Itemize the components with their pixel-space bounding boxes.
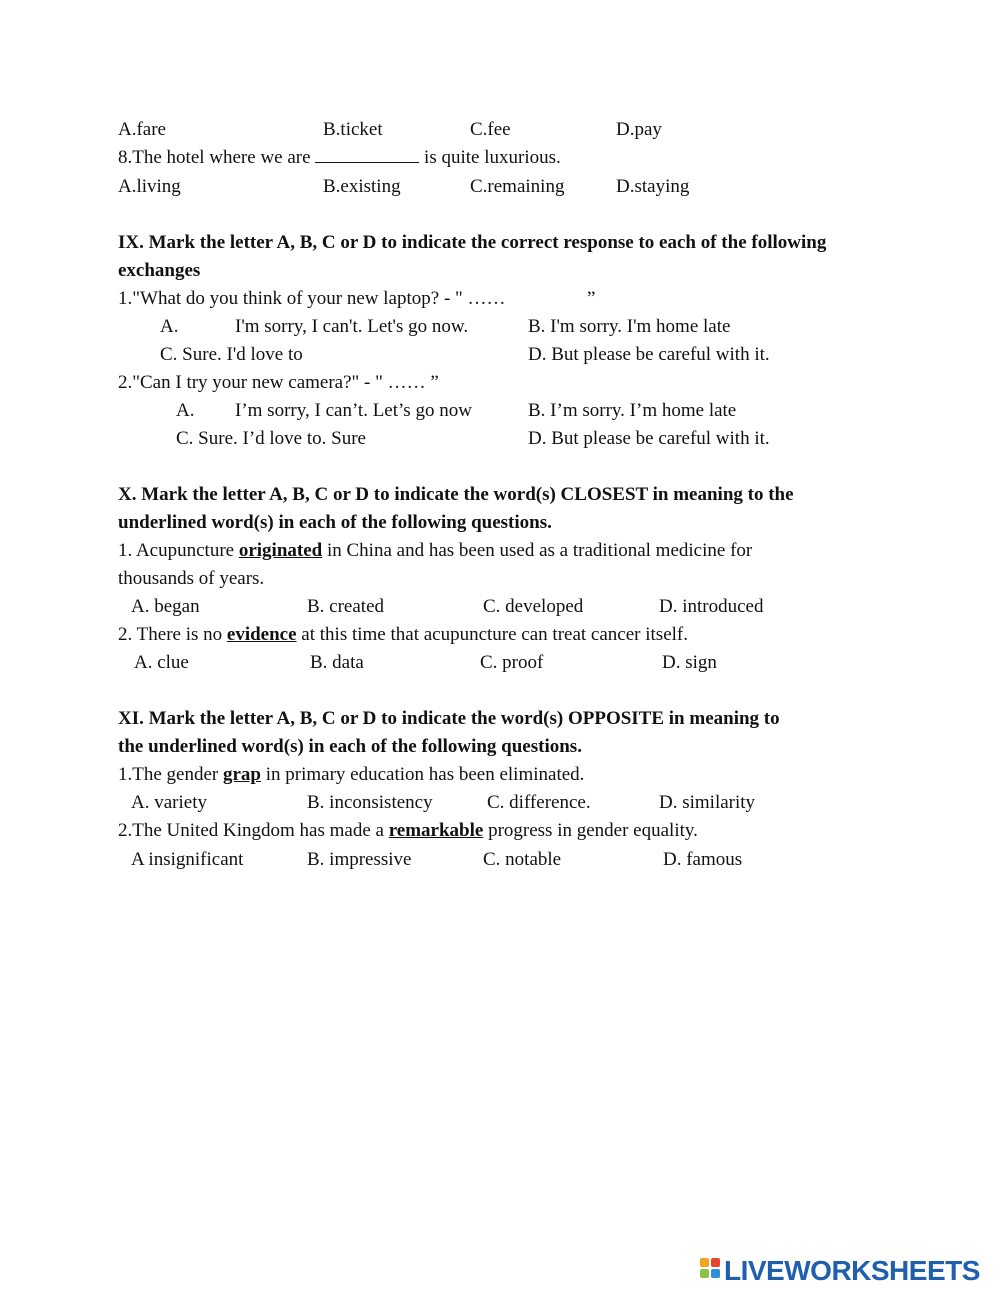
s11-q2-option-b: B. impressive bbox=[307, 849, 412, 870]
s9-q1-prompt: 1."What do you think of your new laptop? - " …… bbox=[118, 288, 506, 309]
s11-q1-post: in primary education has been eliminated. bbox=[265, 764, 585, 785]
s11-q1-option-a: A. variety bbox=[131, 792, 207, 813]
s11-q2-underlined-word: remarkable bbox=[388, 820, 484, 841]
s10-q2-pre: 2. There is no bbox=[118, 624, 223, 645]
q8-prefix: 8.The hotel where we are bbox=[118, 147, 311, 168]
s11-q2-pre: 2.The United Kingdom has made a bbox=[118, 820, 384, 841]
s9-q2-option-a-letter: A. bbox=[176, 400, 195, 421]
s10-q1-option-b: B. created bbox=[307, 596, 385, 617]
s9-q2-option-d: D. But please be careful with it. bbox=[528, 428, 770, 449]
s10-q1-option-a: A. began bbox=[131, 596, 200, 617]
s11-q1-underlined-word: grap bbox=[222, 764, 261, 785]
section-10-heading-cont: underlined word(s) in each of the following questions. bbox=[118, 512, 552, 533]
section-9-heading: IX. Mark the letter A, B, C or D to indicate the correct response to each of the following bbox=[118, 232, 827, 253]
s11-q2-option-d: D. famous bbox=[663, 849, 743, 870]
s10-q2-question bbox=[118, 623, 688, 647]
s10-q2-underlined-word: evidence bbox=[226, 624, 297, 645]
q8-blank[interactable] bbox=[315, 148, 419, 163]
s9-q2-option-c: C. Sure. I’d love to. Sure bbox=[176, 428, 366, 449]
q8-question bbox=[118, 146, 561, 170]
liveworksheets-logo-icon bbox=[700, 1258, 722, 1284]
s11-q1-question bbox=[118, 763, 584, 787]
q7-option-d: D.pay bbox=[616, 119, 662, 140]
s11-q1-option-c: C. difference. bbox=[487, 792, 591, 813]
q8-suffix: is quite luxurious. bbox=[424, 147, 561, 168]
q7-option-c: C.fee bbox=[470, 119, 511, 140]
q8-option-d: D.staying bbox=[616, 176, 690, 197]
q8-option-c: C.remaining bbox=[470, 176, 565, 197]
liveworksheets-logo bbox=[700, 1254, 980, 1288]
s11-q1-pre: 1.The gender bbox=[118, 764, 219, 785]
s11-q1-option-b: B. inconsistency bbox=[307, 792, 433, 813]
s11-q2-question bbox=[118, 819, 698, 843]
s9-q1-option-d: D. But please be careful with it. bbox=[528, 344, 770, 365]
s10-q1-option-d: D. introduced bbox=[659, 596, 764, 617]
s11-q2-option-c: C. notable bbox=[483, 849, 562, 870]
s10-q2-post: at this time that acupuncture can treat cancer itself. bbox=[301, 624, 688, 645]
q8-option-b: B.existing bbox=[323, 176, 401, 197]
s9-q2-option-a: I’m sorry, I can’t. Let’s go now bbox=[235, 400, 472, 421]
section-11-heading: XI. Mark the letter A, B, C or D to indicate the word(s) OPPOSITE in meaning to bbox=[118, 708, 780, 729]
s10-q2-option-b: B. data bbox=[310, 652, 364, 673]
s9-q1-option-a: I'm sorry, I can't. Let's go now. bbox=[235, 316, 469, 337]
q8-option-a: A.living bbox=[118, 176, 181, 197]
liveworksheets-brand: LIVEWORKSHEETS bbox=[724, 1255, 980, 1286]
s10-q1-question-cont: thousands of years. bbox=[118, 568, 265, 589]
s11-q1-option-d: D. similarity bbox=[659, 792, 756, 813]
s10-q2-option-a: A. clue bbox=[134, 652, 189, 673]
s10-q1-post: in China and has been used as a traditional medicine for bbox=[326, 540, 753, 561]
s10-q2-option-d: D. sign bbox=[662, 652, 717, 673]
section-9-heading-cont: exchanges bbox=[118, 260, 201, 281]
s9-q2-option-b: B. I’m sorry. I’m home late bbox=[528, 400, 737, 421]
s9-q1-option-b: B. I'm sorry. I'm home late bbox=[528, 316, 731, 337]
s10-q1-underlined-word: originated bbox=[238, 540, 323, 561]
s10-q1-question bbox=[118, 539, 752, 563]
s9-q1-close-quote: ” bbox=[587, 288, 596, 309]
s11-q2-post: progress in gender equality. bbox=[488, 820, 698, 841]
s9-q1-option-a-letter: A. bbox=[160, 316, 179, 337]
s9-q2-prompt: 2."Can I try your new camera?" - " …… ” bbox=[118, 372, 439, 393]
s10-q1-option-c: C. developed bbox=[483, 596, 584, 617]
q7-option-b: B.ticket bbox=[323, 119, 383, 140]
s10-q1-pre: 1. Acupuncture bbox=[118, 540, 235, 561]
s10-q2-option-c: C. proof bbox=[480, 652, 544, 673]
q7-option-a: A.fare bbox=[118, 119, 166, 140]
s9-q1-option-c: C. Sure. I'd love to bbox=[160, 344, 303, 365]
section-10-heading: X. Mark the letter A, B, C or D to indicate the word(s) CLOSEST in meaning to the bbox=[118, 484, 794, 505]
s11-q2-option-a: A insignificant bbox=[131, 849, 244, 870]
section-11-heading-cont: the underlined word(s) in each of the following questions. bbox=[118, 736, 582, 757]
